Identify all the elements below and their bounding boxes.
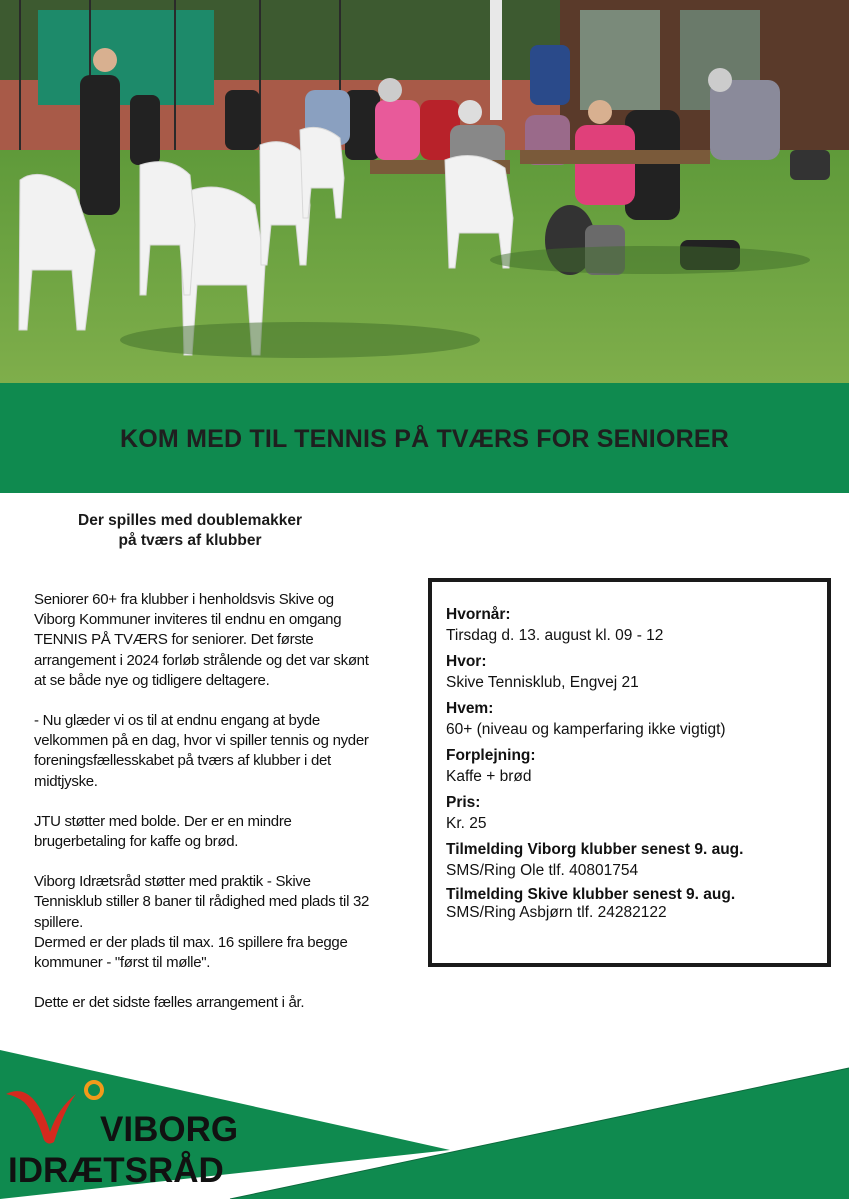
info-item-when — [446, 604, 817, 646]
info-label: Hvornår: — [446, 606, 511, 623]
page-title: KOM MED TIL TENNIS PÅ TVÆRS FOR SENIORER — [120, 425, 729, 453]
subtitle — [40, 511, 340, 551]
subtitle-line-2: på tværs af klubber — [118, 532, 262, 549]
info-value: Tirsdag d. 13. august kl. 09 - 12 — [446, 627, 664, 644]
info-value: SMS/Ring Asbjørn tlf. 24282122 — [446, 904, 667, 921]
logo-ball-icon — [86, 1082, 102, 1098]
logo-text-viborg: VIBORG — [100, 1110, 239, 1149]
info-value: 60+ (niveau og kamperfaring ikke vigtigt) — [446, 721, 726, 738]
body-paragraph: Viborg Idrætsråd støtter med praktik - Skive Tennisklub stiller 8 baner til rådighed med plads til 32 spillere. Dermed er der plads til max. 16 spillere fra begge kommuner - "først til mølle". — [34, 873, 370, 972]
subtitle-line-1: Der spilles med doublemakker — [78, 512, 302, 529]
logo-v-swoosh — [6, 1091, 76, 1144]
info-box — [428, 578, 831, 967]
body-paragraph: Seniorer 60+ fra klubber i henholdsvis Skive og Viborg Kommuner inviteres til endnu en omgang TENNIS PÅ TVÆRS for seniorer. Det første arrangement i 2024 forløb strålende og det var skønt at se både nye og tidligere deltagere. — [34, 591, 369, 689]
info-item-signup-skive — [446, 886, 817, 921]
body-paragraph: JTU støtter med bolde. Der er en mindre brugerbetaling for kaffe og brød. — [34, 812, 292, 851]
viborg-idraetsraad-logo-mark — [4, 1080, 114, 1150]
info-item-who — [446, 698, 817, 740]
info-label: Forplejning: — [446, 747, 536, 764]
tennis-gathering-photo — [0, 0, 849, 383]
info-label: Hvem: — [446, 700, 494, 717]
body-paragraph: - Nu glæder vi os til at endnu engang at byde velkommen på en dag, hvor vi spiller tennis og nyder foreningsfællesskabet på tværs af klubber i det midtjyske. — [34, 712, 369, 790]
info-value: Kaffe + brød — [446, 768, 532, 785]
body-paragraph: Dette er det sidste fælles arrangement i år. — [34, 994, 305, 1012]
info-value: Kr. 25 — [446, 815, 487, 832]
logo-text-idraetsraad: IDRÆTSRÅD — [8, 1151, 224, 1190]
body-text — [34, 590, 374, 1033]
info-item-signup-viborg — [446, 839, 817, 881]
title-band — [0, 383, 849, 493]
header-photo — [0, 0, 849, 383]
info-label: Tilmelding Skive klubber senest 9. aug. — [446, 886, 736, 903]
info-value: Skive Tennisklub, Engvej 21 — [446, 674, 639, 691]
info-value: SMS/Ring Ole tlf. 40801754 — [446, 862, 639, 879]
info-list — [446, 604, 817, 926]
info-item-catering — [446, 745, 817, 787]
info-item-price — [446, 792, 817, 834]
info-label: Hvor: — [446, 653, 487, 670]
info-label: Pris: — [446, 794, 481, 811]
info-label: Tilmelding Viborg klubber senest 9. aug. — [446, 841, 744, 858]
info-item-where — [446, 651, 817, 693]
